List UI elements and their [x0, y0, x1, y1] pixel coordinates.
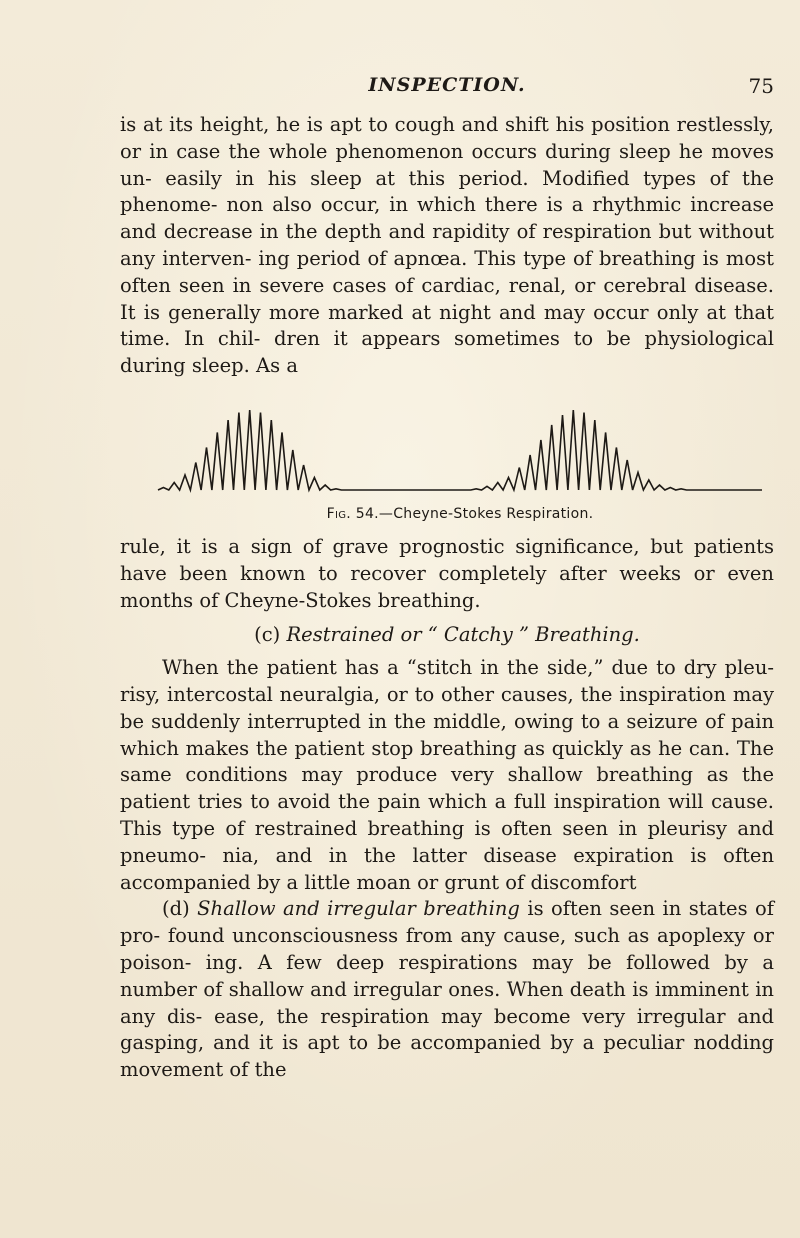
paragraph-rule: rule, it is a sign of grave prognostic significance, but patients have been known to recover completely after weeks or even months of Cheyne-Stokes breathing.	[120, 535, 774, 612]
paragraph-shallow-label: (d)	[162, 897, 190, 921]
text-block-top	[120, 112, 774, 380]
paragraph-shallow	[120, 896, 774, 1084]
paragraph-stitch: When the patient has a “stitch in the side,” due to dry pleu- risy, intercostal neuralgia, or to other causes, the inspiration may be suddenly interrupted in the middle, owing to a seizure of pain which makes the patient stop breathing as quickly as he can. The same conditions may produce very shallow breathing as the patient tries to avoid the pain which a full inspiration will cause. This type of restrained breathing is often seen in pleurisy and pneumo- nia, and in the latter disease expiration is often accompanied by a little moan or grunt of discomfort	[120, 656, 774, 894]
text-block-bottom	[120, 534, 774, 1084]
subheading-restrained-breathing	[120, 622, 774, 649]
page-header	[120, 74, 774, 104]
figure-cheyne-stokes	[150, 400, 770, 530]
subheading-label: (c)	[254, 623, 281, 647]
respiration-tracing	[150, 400, 770, 500]
paragraph-continued: is at its height, he is apt to cough and shift his position restlessly, or in case the whole phenomenon occurs during sleep he moves un- easily in his sleep at this period. Modified types of the phenome- non also occur, in which there is a rhythmic increase and decrease in the depth and rapidity of respiration but without any interven- ing period of apnœa. This type of breathing is most often seen in severe cases of cardiac, renal, or cerebral disease. It is generally more marked at night and may occur only at that time. In chil- dren it appears sometimes to be physiological during sleep. As a	[120, 113, 774, 378]
figure-title: —Cheyne-Stokes Respiration.	[378, 506, 594, 522]
paragraph-shallow-text: is often seen in states of pro- found unconsciousness from any cause, such as apoplexy or poison- ing. A few deep respirations may be followed by a number of shallow and irregular ones. When death is imminent in any dis- ease, the respiration may become very irregular and gasping, and it is apt to be accompanied by a peculiar nodding movement of the	[120, 897, 774, 1082]
figure-label: Fig. 54.	[326, 506, 379, 522]
tracing-line	[158, 410, 762, 490]
paragraph-shallow-italic: Shallow and irregular breathing	[197, 897, 520, 921]
page-number: 75	[748, 74, 774, 98]
figure-caption	[150, 506, 770, 522]
running-title: INSPECTION.	[368, 74, 526, 96]
subheading-title: Restrained or “ Catchy ” Breathing.	[286, 623, 640, 647]
